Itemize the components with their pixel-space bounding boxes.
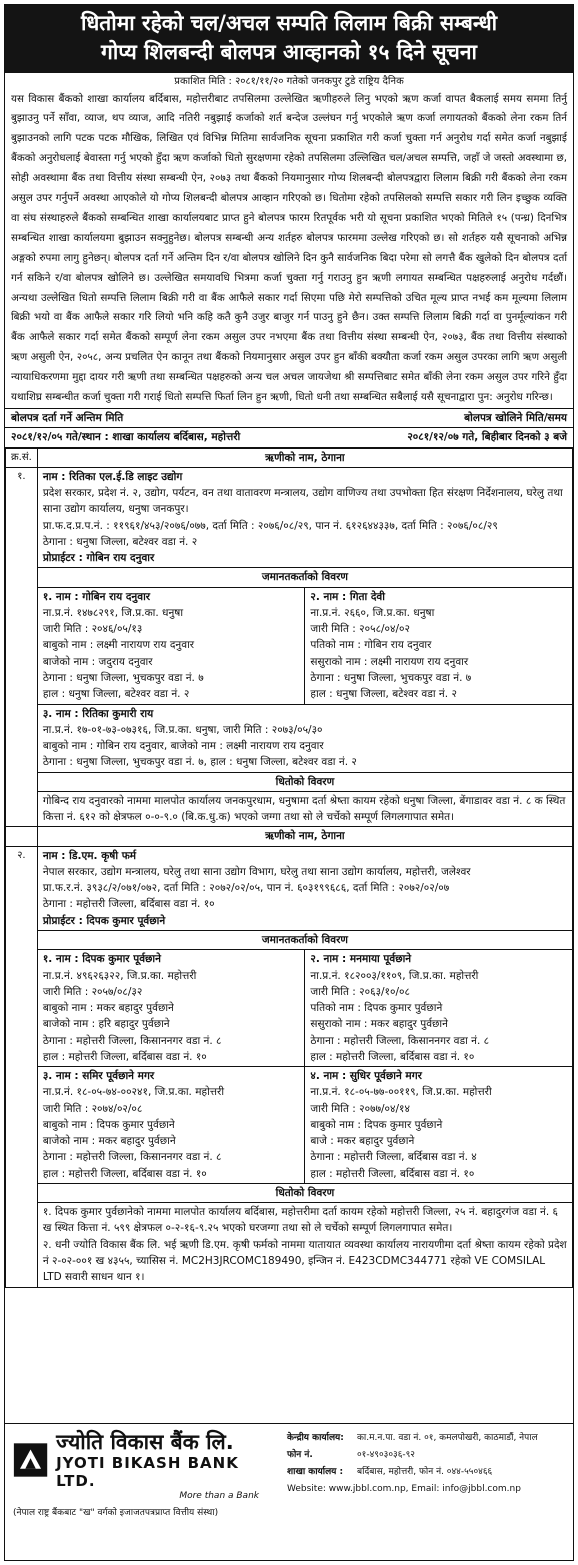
collateral-cell bbox=[37, 791, 572, 827]
phone-value: ०१-४९०३०३६-९२ bbox=[357, 1450, 415, 1460]
sn-header-blank bbox=[6, 827, 38, 846]
borrower-name: नाम : रितिका एल.ई.डि लाइट उद्योग bbox=[42, 470, 183, 483]
entry-sn: २. bbox=[6, 846, 38, 1287]
notice-title-line2: गोप्य शिलबन्दी बोलपत्र आव्हानको १५ दिने सूचना bbox=[101, 40, 477, 64]
central-office-value: का.म.न.पा. वडा नं. ०१, कमलपोखरी, काठमाडौं, नेपाल bbox=[357, 1433, 538, 1443]
license-note: (नेपाल राष्ट्र बैंकबाट "ख" वर्गको इजाजतपत्रप्राप्त वित्तीय संस्था) bbox=[13, 1507, 219, 1518]
branch-row bbox=[287, 1464, 567, 1481]
guarantor-line: ना.प्र.नं. २६६०, जि.प्र.का. धनुषा bbox=[310, 606, 435, 619]
guarantor-line: ठेगाना : महोत्तरी जिल्ला, किसाननगर वडा नं. ८ bbox=[42, 1034, 222, 1047]
auction-table bbox=[5, 448, 573, 1288]
logo-row bbox=[13, 1430, 267, 1490]
notice-page bbox=[4, 4, 574, 1561]
borrower-line: ठेगाना : महोत्तरी जिल्ला, बर्दिबास वडा नं. १० bbox=[42, 898, 215, 911]
guarantor-line: जारी मिति : २०५८/०४/०२ bbox=[310, 623, 410, 636]
table-row bbox=[6, 950, 573, 1067]
collateral-line: १. दिपक कुमार पुर्वछानेको नाममा मालपोत कार्यालय बर्दिबास, महोत्तरीमा दर्ता कायम रहेको महोत्तरी जिल्ला, २५ नं. बहादुरगंज वडा नं. ६ ख स्थित कित्ता नं. ५९९ क्षेत्रफल ०-२-१६-९.२५ भएको घरजग्गा तथा सो ले चर्चेको सम्पूर्ण लिगलगापात समेत। bbox=[42, 1206, 558, 1235]
guarantor-line: ससुराको नाम : लक्ष्मी नारायण राय दनुवार bbox=[310, 655, 469, 668]
branch-label: शाखा कार्यालय : bbox=[287, 1467, 344, 1477]
phone-row bbox=[287, 1447, 567, 1464]
guarantor-line: हाल : महोत्तरी जिल्ला, बर्दिबास वडा नं. १० bbox=[310, 1167, 475, 1180]
guarantor-line: बाजे : मकर बहादुर पुर्वछाने bbox=[310, 1135, 415, 1148]
publish-date: प्रकाशित मिति : २०८१/११/२० गतेको जनकपुर टुडे राष्ट्रिय दैनिक bbox=[174, 76, 404, 87]
guarantor-cell bbox=[37, 587, 305, 704]
guarantor-line: ससुराको नाम : मकर बहादुर पुर्वछाने bbox=[310, 1018, 448, 1031]
table-row bbox=[6, 568, 573, 587]
guarantor-line: बाजेको नाम : हरि बहादुर पुर्वछाने bbox=[42, 1018, 170, 1031]
table-row bbox=[6, 587, 573, 704]
logo-tagline: More than a Bank bbox=[179, 1491, 259, 1501]
central-office-row bbox=[287, 1430, 567, 1447]
collateral-header: धितोको विवरण bbox=[37, 772, 572, 791]
collateral-cell bbox=[37, 1203, 572, 1287]
guarantor-line: बाजेको नाम : जदुराय दनुवार bbox=[42, 655, 153, 668]
guarantor-line: ठेगाना : महोत्तरी जिल्ला, किसाननगर वडा नं. ८ bbox=[42, 1151, 222, 1164]
open-date-value: २०८१/१२/०७ गते, बिहीबार दिनको ३ बजे bbox=[407, 431, 567, 444]
notice-title-line1: धितोमा रहेको चल/अचल सम्पति लिलाम बिक्री सम्बन्धी bbox=[80, 11, 498, 35]
guarantor-name: २. नाम : गिता देवी bbox=[310, 590, 385, 603]
guarantor-cell bbox=[305, 1067, 573, 1184]
guarantor-name: ३. नाम : समिर पूर्वछाने मगर bbox=[42, 1070, 155, 1083]
branch-value: बर्दिबास, महोत्तरी, फोन नं. ०४४-५५०४६६ bbox=[357, 1467, 493, 1477]
guarantor-line: ठेगाना : धनुषा जिल्ला, भुचकपुर वडा नं. ७, हाल : धनुषा जिल्ला, बटेश्वर वडा नं. २ bbox=[42, 756, 357, 769]
entry-sn: १. bbox=[6, 467, 38, 827]
collateral-line: गोबिन्द राय दनुवारको नाममा मालपोत कार्यालय जनकपुरधाम, धनुषामा दर्ता श्रेष्ता कायम रहेको धनुषा जिल्ला, बेंगाडावर वडा नं. ८ क स्थित कित्ता नं. ६१२ को क्षेत्रफल ०-०-९.० (बि.क.धु.क) भएको जग्गा तथा सो ले चर्चेको सम्पूर्ण लिगलगापात समेत। bbox=[42, 794, 566, 824]
guarantor-line: ठेगाना : धनुषा जिल्ला, भुचकपुर वडा नं. ७ bbox=[42, 671, 204, 684]
guarantor-cell bbox=[305, 587, 573, 704]
table-row bbox=[6, 467, 573, 568]
guarantor-line: बाबुको नाम : दिपक कुमार पुर्वछाने bbox=[310, 1118, 443, 1131]
bank-logo-block bbox=[5, 1424, 275, 1560]
table-row bbox=[6, 846, 573, 930]
borrower-line: नेपाल सरकार, उद्योग मन्त्रालय, घरेलु तथा साना उद्योग विभाग, घरेलु तथा साना उद्योग कार्यालय, महोत्तरी, जलेश्वर bbox=[42, 865, 471, 878]
central-office-label: केन्द्रीय कार्यालय: bbox=[287, 1433, 344, 1443]
table-row bbox=[6, 704, 573, 772]
guarantor-line: जारी मिति : २०७४/०२/०८ bbox=[42, 1102, 143, 1115]
guarantor-line: बाबुको नाम : गोबिन राय दनुवार, बाजेको नाम : लक्ष्मी नारायण राय दनुवार bbox=[42, 740, 324, 753]
guarantor-line: बाबुको नाम : दिपक कुमार पुर्वछाने bbox=[42, 1118, 175, 1131]
guarantor-name: ४. नाम : सुधिर पूर्वछाने मगर bbox=[310, 1070, 422, 1083]
guarantor-line: ना.प्र.नं. १४७८२९१, जि.प्र.का. धनुषा bbox=[42, 606, 184, 619]
table-row bbox=[6, 1203, 573, 1287]
borrower-line: प्रा.फ.द.प्र.प.नं. : ११९६१/४५३/२०७६/०७७, दर्ता मिति : २०७६/०८/२९, पान नं. ६१२६४४३३७, दर्ता मिति : २०७६/०८/२९ bbox=[42, 519, 498, 532]
guarantor-line: बाजेको नाम : मकर बहादुर पुर्वछाने bbox=[42, 1135, 176, 1148]
notice-banner bbox=[5, 5, 573, 73]
borrower-header: ऋणीको नाम, ठेगाना bbox=[37, 448, 572, 467]
table-row bbox=[6, 1067, 573, 1184]
borrower-line: ठेगाना : धनुषा जिल्ला, बटेश्वर वडा नं. २ bbox=[42, 535, 198, 548]
guarantor-cell bbox=[37, 950, 305, 1067]
bank-logo-icon bbox=[13, 1441, 48, 1479]
guarantor-line: जारी मिति : २०७७/०४/१४ bbox=[310, 1102, 410, 1115]
open-date-label: बोलपत्र खोलिने मिति/समय bbox=[464, 412, 567, 424]
guarantor-line: जारी मिति : २०५७/०८/३२ bbox=[42, 985, 143, 998]
guarantor-line: बाबुको नाम : लक्ष्मी नारायण राय दनुवार bbox=[42, 639, 195, 652]
guarantor-line: हाल : धनुषा जिल्ला, बटेश्वर वडा नं. २ bbox=[310, 688, 457, 701]
guarantor-line: हाल : महोत्तरी जिल्ला, बर्दिबास वडा नं. १० bbox=[42, 1167, 207, 1180]
contact-block bbox=[275, 1424, 573, 1560]
collateral-line: २. धनी ज्योति विकास बैंक लि. भई ऋणी डि.एम. कृषी फर्मको नाममा यातायात व्यवस्था कार्यालय नारायणीमा दर्ता श्रेष्ता कायम रहेको प्रदेश नं २-०२-००१ ख ४३५५, च्यासिस नं. MC2H3JRCOMC189490, इन्जिन नं. E423CDMC344771 रहेको VE COMSILAL LTD सवारी साधन थान १। bbox=[42, 1238, 567, 1284]
submit-deadline-label: बोलपत्र दर्ता गर्ने अन्तिम मिति bbox=[11, 412, 124, 424]
guarantor-line: बाबुको नाम : मकर बहादुर पुर्वछाने bbox=[42, 1002, 174, 1015]
guarantor-cell bbox=[305, 950, 573, 1067]
borrower-header: ऋणीको नाम, ठेगाना bbox=[37, 827, 572, 846]
guarantor-line: ना.प्र.नं. १७-०१-७३-०७३१६, जि.प्र.का. धनुषा, जारी मिति : २०७३/०५/३० bbox=[42, 723, 323, 736]
sn-header: क्र.सं. bbox=[6, 448, 38, 467]
guarantor-line: हाल : महोत्तरी जिल्ला, बर्दिबास वडा नं. १० bbox=[310, 1050, 475, 1063]
logo-nepali: ज्योति विकास बैंक लि. bbox=[56, 1430, 234, 1454]
submit-deadline-value: २०८१/१२/०५ गते/स्थान : शाखा कार्यालय बर्दिबास, महोत्तरी bbox=[11, 431, 241, 444]
guarantor-line: ना.प्र.नं. १८-०५-७४-००२४१, जि.प्र.का. महोत्तरी bbox=[42, 1086, 225, 1099]
guarantor-line: ना.प्र.नं. ४९६२६३२२, जि.प्र.का. महोत्तरी bbox=[42, 969, 197, 982]
notice-body: यस विकास बैंकको शाखा कार्यालय बर्दिबास, महोत्तरीबाट तपसिलमा उल्लेखित ऋणीहरुले लिनु भएको ऋण कर्जा वापत बैकलाई समय सममा तिर्नु बुझाउनु पर्ने साँवा, व्याज, थप व्याज, आदि नतिरी नबुझाई कर्जाको शर्त बन्देज उल्लंघन गर्नु भएकोले ऋण कर्जा लगायतको बैंकको लेना रकम तिर्न बुझाउनको लागि पटक पटक मौखिक, लिखित एवं विभिन्न मितिमा सार्वजनिक सूचना प्रकाशित गरी कर्जा चुक्ता गर्न अनुरोध गर्दा समेत कर्जा नबुझाई बैंकको अनुरोधलाई बेवास्ता गर्नु भएको हुँदा ऋण कर्जाको धितो सुरक्षणमा रहेको तपसिलमा उल्लिखित चल/अचल सम्पत्ति, जहाँ जे जस्तो अवस्थामा छ, सोही अवस्थामा बैंक तथा वित्तीय संस्था सम्बन्धी ऐन, २०७३ तथा बैंकको नियमानुसार गोप्य शिलबन्दी बोलपत्रद्वारा लिलाम बिक्री गरी बैंकको लेना रकम असुल उपर गर्नुपर्ने अवस्था आएकोले यो गोप्य शिलबन्दी बोलपत्र आव्हान गरिएको छ। धितोमा रहेको तपसिलको सम्पत्ति सकार गरी लिन इच्छुक व्यक्ति वा संघ संस्थाहरुले बैंकको सम्बन्धित शाखा कार्यालयबाट प्राप्त हुने बोलपत्र फारम रितपूर्वक भरी यो सूचना प्रकाशित भएको मितिले १५ (पन्ध्र) दिनभित्र सम्बन्धित शाखा कार्यालयमा बुझाउन सक्नुहुनेछ। बोलपत्र सम्बन्धी अन्य शर्तहरु बोलपत्र फारममा उल्लेख गरिएको छ। सो शर्तहरु यसै सूचनाको अभिन्न अङ्गको रुपमा लागु हुनेछन्। बोलपत्र दर्ता गर्ने अन्तिम दिन र/वा बोलपत्र खोलिने दिन कुनै सार्वजनिक बिदा परेमा सो लगत्तै बैंक खुलेको दिन बोलपत्र दर्ता गर्न सकिने र/वा बोलपत्र खोलिने छ। उल्लेखित समयावधि भित्रमा कर्जा चुक्ता गर्नु गराउनु हुन ऋणी लगायत सम्बन्धित पक्षहरुलाई अनुरोध गर्दछौं। अन्यथा उल्लेखित धितो सम्पत्ति लिलाम बिक्री गरी वा बैंक आफैले सकार गर्दा सिएमा पछि मेरो सम्पत्तिको उचित मूल्य प्राप्त नभई कम मूल्यमा लिलाम बिक्री भयो वा बैंक आफैले सकार गरि लियो भनि कहि कतै कुनै उजुर बाजुर गर्न पाउनु हुने छैन। उक्त सम्पत्ति लिलाम बिक्री गर्दा वा पुनर्मूल्यांकन गरी बैंक आफैले सकार गर्दा समेत बैंकको सम्पूर्ण लेना रकम असुल उपर नभएमा बैंक तथा वित्तीय संस्था सम्बन्धी ऐन, २०७३, बैंक तथा वित्तीय संस्थाको ऋण असुली ऐन, २०५८, अन्य प्रचलित ऐन कानून तथा बैंकको नियमानुसार असुल उपर हुन बाँकी बक्यौता कर्जा रकम असुल उपरका लागि ऋण असुली न्यायाधिकरणमा मुद्दा दायर गरी ऋणी तथा सम्बन्धित पक्षहरुको अन्य चल अचल जायजेथा श्री सम्पत्तिबाट समेत बाँकी लेना रकम असुल उपर गरिने हुँदा यथाशिघ्र सम्बन्धीत कर्जा चुक्ता गरी गराई धितो सम्पत्ति फिर्ता लिन हुन ऋणी, धितो धनी तथा सम्बन्धित सबैलाई यसै सूचनाद्वारा पुन: अनुरोध गरिन्छ। bbox=[11, 92, 567, 404]
table-row bbox=[6, 791, 573, 827]
guarantor-header: जमानतकर्ताको विवरण bbox=[37, 930, 572, 949]
guarantor-name: १. नाम : गोबिन राय दनुवार bbox=[42, 590, 151, 603]
logo-text bbox=[56, 1430, 267, 1490]
guarantor-line: ठेगाना : धनुषा जिल्ला, भुचकपुर वडा नं. ७ bbox=[310, 671, 472, 684]
table-row bbox=[6, 772, 573, 791]
guarantor-line: पतिको नाम : गोबिन राय दनुवार bbox=[310, 639, 432, 652]
table-header-row bbox=[6, 448, 573, 467]
borrower-line: प्रा.फ.र.नं. ३९३८/२/०७१/०७२, दर्ता मिति : २०७२/०२/०५, पान नं. ६०३१९९६८६, दर्ता मिति : २०७२/०२/०७ bbox=[42, 882, 450, 895]
bank-footer bbox=[5, 1423, 573, 1560]
guarantor-line: जारी मिति : २०६३/१०/०८ bbox=[310, 985, 410, 998]
logo-english: JYOTI BIKASH BANK LTD. bbox=[56, 1454, 239, 1490]
guarantor-name: २. नाम : मनमाया पूर्वछाने bbox=[310, 953, 412, 966]
table-row bbox=[6, 1183, 573, 1202]
borrower-cell bbox=[37, 846, 572, 930]
guarantor-line: हाल : महोत्तरी जिल्ला, बर्दिबास वडा नं. १० bbox=[42, 1050, 207, 1063]
web-contact[interactable]: Website: www.jbbl.com.np, Email: info@jbbl.com.np bbox=[287, 1484, 521, 1494]
guarantor-header: जमानतकर्ताको विवरण bbox=[37, 568, 572, 587]
guarantor-name: १. नाम : दिपक कुमार पूर्वछाने bbox=[42, 953, 161, 966]
borrower-line: प्रदेश सरकार, प्रदेश नं. २, उद्योग, पर्यटन, वन तथा वातावरण मन्त्रालय, उद्योग वाणिज्य तथा उपभोक्ता हित संरक्षण निर्देशनालय, घरेलु तथा साना उद्योग कार्यालय, धनुषा जनकपुर। bbox=[42, 487, 563, 516]
proprietor-name: प्रोप्राईटर : दिपक कुमार पूर्वछाने bbox=[42, 914, 166, 927]
deadline-labels bbox=[5, 408, 573, 427]
guarantor-cell bbox=[37, 1067, 305, 1184]
proprietor-name: प्रोप्राईटर : गोबिन राय दनुवार bbox=[42, 552, 155, 565]
table-row bbox=[6, 930, 573, 949]
guarantor-line: ना.प्र.नं. १८२००३/११०९, जि.प्र.का. महोत्तरी bbox=[310, 969, 479, 982]
guarantor-name: ३. नाम : रितिका कुमारी राय bbox=[42, 707, 154, 720]
phone-label: फोन नं. bbox=[287, 1450, 313, 1460]
guarantor-line: जारी मिति : २०४६/०५/१३ bbox=[42, 623, 143, 636]
guarantor-line: पतिको नाम : दिपक कुमार पुर्वछाने bbox=[310, 1002, 443, 1015]
guarantor-line: ना.प्र.नं. १८-०५-७७-००११९, जि.प्र.का. महोत्तरी bbox=[310, 1086, 492, 1099]
guarantor-line: ठेगाना : महोत्तरी जिल्ला, किसाननगर वडा नं. ८ bbox=[310, 1034, 490, 1047]
collateral-header: धितोको विवरण bbox=[37, 1183, 572, 1202]
borrower-cell bbox=[37, 467, 572, 568]
deadline-values bbox=[5, 427, 573, 447]
table-header-row bbox=[6, 827, 573, 846]
guarantor-line: ठेगाना : महोत्तरी जिल्ला, बर्दिबास वडा नं. ४ bbox=[310, 1151, 477, 1164]
guarantor-line: हाल : धनुषा जिल्ला, बटेश्वर वडा नं. २ bbox=[42, 688, 190, 701]
borrower-name: नाम : डि.एम. कृषी फर्म bbox=[42, 849, 137, 862]
guarantor-cell bbox=[37, 704, 572, 772]
